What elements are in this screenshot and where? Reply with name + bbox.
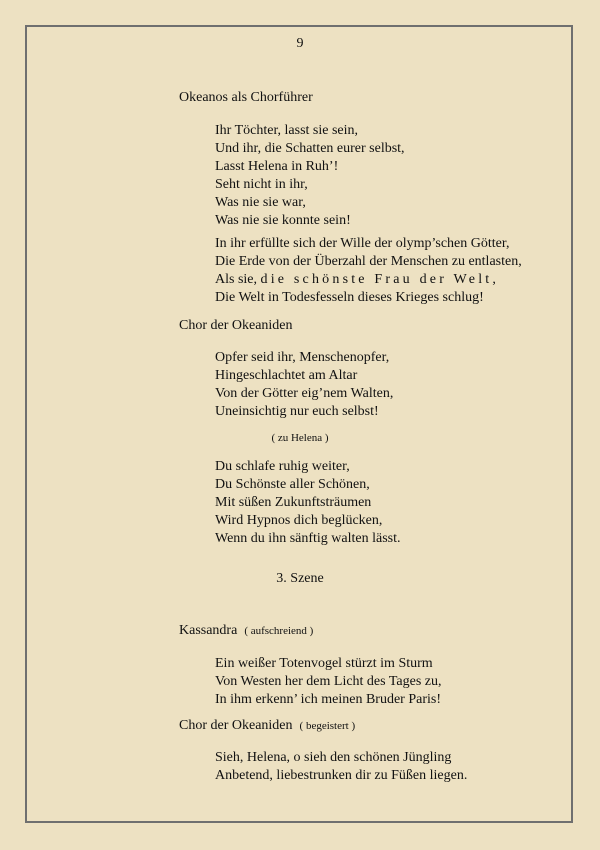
verse-line: Ihr Töchter, lasst sie sein,: [215, 123, 359, 138]
verse-line: Hingeschlachtet am Altar: [215, 368, 358, 383]
verse-line: Ein weißer Totenvogel stürzt im Sturm: [215, 656, 433, 671]
verse-line: Seht nicht in ihr,: [215, 177, 308, 192]
verse-line: Was nie sie konnte sein!: [215, 213, 351, 228]
spaced-emphasis: die schönste Frau der Welt: [260, 272, 493, 287]
speaker-chor-okeaniden: Chor der Okeaniden: [179, 318, 293, 333]
verse-line: Von der Götter eig’nem Walten,: [215, 386, 394, 401]
verse-line: Anbetend, liebestrunken dir zu Füßen liegen.: [215, 768, 468, 783]
chor-stanza-3: [215, 749, 467, 785]
okeanos-stanza-1: [215, 122, 405, 230]
stage-direction-zu-helena: ( zu Helena ): [271, 432, 329, 444]
stage-direction-aufschreiend: ( aufschreiend ): [244, 625, 314, 637]
verse-line-emphasis: [215, 271, 522, 289]
verse-line: Was nie sie war,: [215, 195, 306, 210]
speaker-chor-okeaniden-2: Chor der Okeaniden: [179, 718, 293, 733]
verse-line: Von Westen her dem Licht des Tages zu,: [215, 674, 442, 689]
verse-line: Wenn du ihn sänftig walten lässt.: [215, 531, 401, 546]
scene-heading: 3. Szene: [276, 571, 324, 586]
speaker-okeanos: Okeanos als Chorführer: [179, 90, 313, 105]
chor-stanza-2: [215, 458, 401, 548]
verse-line: Wird Hypnos dich beglücken,: [215, 513, 383, 528]
verse-line: Uneinsichtig nur euch selbst!: [215, 404, 379, 419]
verse-line: Die Welt in Todesfesseln dieses Krieges schlug!: [215, 290, 484, 305]
verse-line: Und ihr, die Schatten eurer selbst,: [215, 141, 405, 156]
verse-line: In ihm erkenn’ ich meinen Bruder Paris!: [215, 692, 442, 707]
verse-line: Lasst Helena in Ruh’!: [215, 159, 339, 174]
speaker-kassandra: Kassandra: [179, 623, 238, 638]
verse-line: Sieh, Helena, o sieh den schönen Jüngling: [215, 750, 452, 765]
stage-direction-begeistert: ( begeistert ): [299, 720, 356, 732]
verse-line: In ihr erfüllte sich der Wille der olymp’schen Götter,: [215, 236, 510, 251]
okeanos-stanza-2: [215, 235, 522, 307]
speaker-kassandra-line: [179, 622, 313, 640]
verse-line: Mit süßen Zukunftsträumen: [215, 495, 372, 510]
chor-stanza-1: [215, 349, 393, 421]
verse-line: Du Schönste aller Schönen,: [215, 477, 370, 492]
verse-prefix: Als sie,: [215, 272, 261, 287]
verse-line: Opfer seid ihr, Menschenopfer,: [215, 350, 390, 365]
verse-line: Die Erde von der Überzahl der Menschen zu entlasten,: [215, 254, 522, 269]
verse-suffix: ,: [492, 272, 496, 287]
verse-line: Du schlafe ruhig weiter,: [215, 459, 350, 474]
kassandra-stanza: [215, 655, 442, 709]
page-number: 9: [296, 36, 304, 51]
speaker-chor-okeaniden-line: [179, 717, 355, 735]
